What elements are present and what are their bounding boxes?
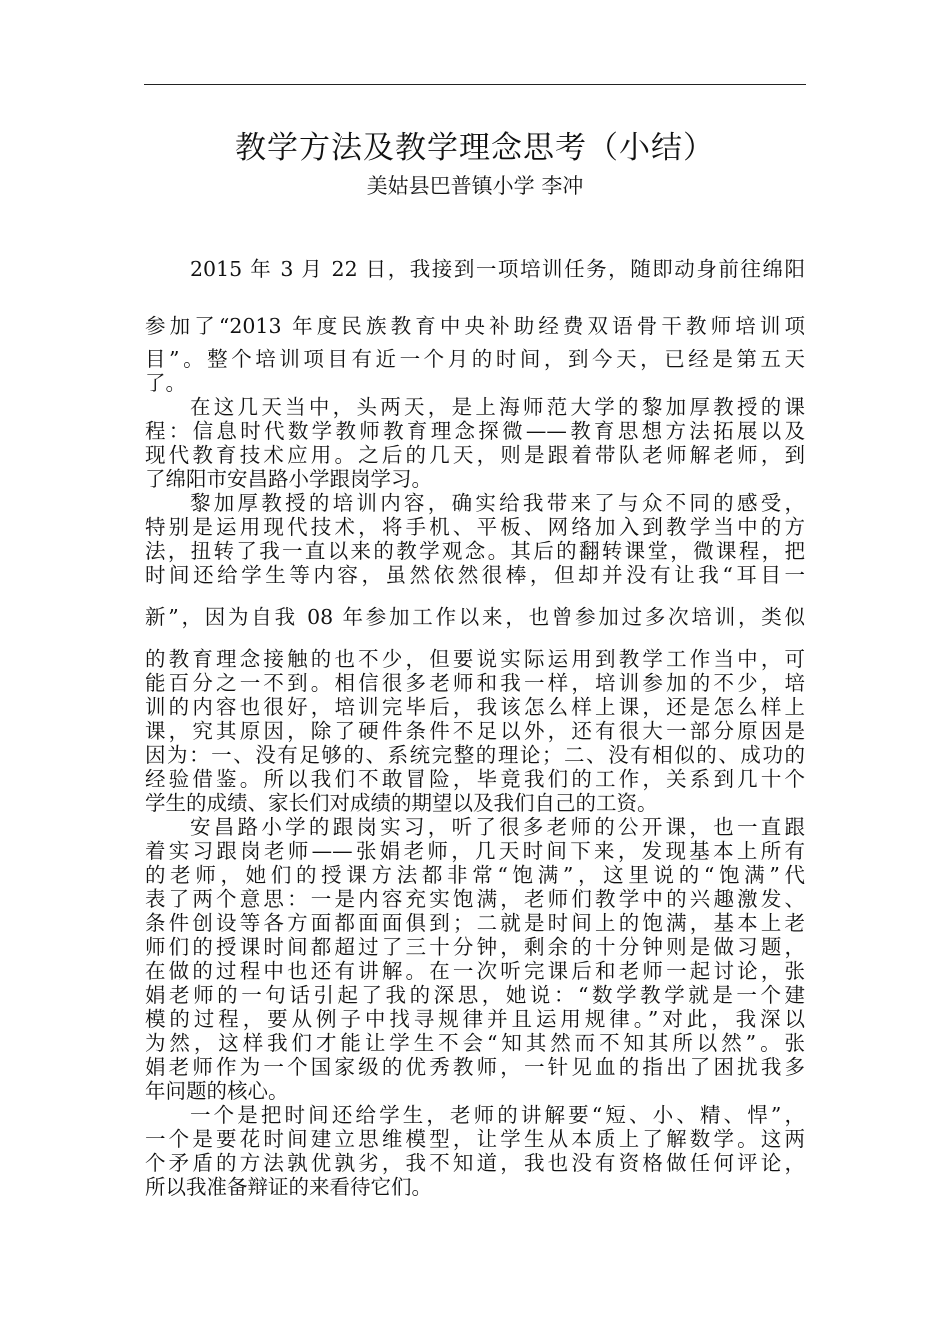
body-line: 一个是把时间还给学生，老师的讲解要“短、小、精、悍”，	[190, 1103, 805, 1127]
body-line: 所以我准备辩证的来看待它们。	[145, 1175, 432, 1199]
document-author: 美姑县巴普镇小学 李冲	[366, 174, 584, 198]
body-line: 一个是要花时间建立思维模型，让学生从本质上了解数学。这两	[145, 1127, 805, 1151]
document-title: 教学方法及教学理念思考（小结）	[235, 130, 715, 166]
body-line: 条件创设等各方面都面面俱到；二就是时间上的饱满，基本上老	[145, 911, 805, 935]
body-line: 训的内容也很好，培训完毕后，我该怎么样上课，还是怎么样上	[145, 695, 805, 719]
body-line: 着实习跟岗老师——张娟老师，几天时间下来，发现基本上所有	[145, 839, 805, 863]
body-line: 特别是运用现代技术，将手机、平板、网络加入到教学当中的方	[145, 515, 805, 539]
body-line: 个矛盾的方法孰优孰劣，我不知道，我也没有资格做任何评论，	[145, 1151, 805, 1175]
body-line: 在这几天当中，头两天，是上海师范大学的黎加厚教授的课	[190, 395, 805, 419]
body-line: 参加了“2013 年度民族教育中央补助经费双语骨干教师培训项	[145, 314, 805, 338]
body-line: 现代教育技术应用。之后的几天，则是跟着带队老师解老师，到	[145, 443, 805, 467]
body-line: 在做的过程中也还有讲解。在一次听完课后和老师一起讨论，张	[145, 959, 805, 983]
body-line: 新”，因为自我 08 年参加工作以来，也曾参加过多次培训，类似	[145, 605, 805, 629]
body-line: 时间还给学生等内容，虽然依然很棒，但却并没有让我“耳目一	[145, 563, 805, 587]
body-line: 为然，这样我们才能让学生不会“知其然而不知其所以然”。张	[145, 1031, 805, 1055]
body-line: 了。	[145, 371, 186, 395]
body-line: 因为：一、没有足够的、系统完整的理论；二、没有相似的、成功的	[145, 743, 805, 767]
body-line: 2015 年 3 月 22 日，我接到一项培训任务，随即动身前往绵阳	[190, 257, 805, 281]
body-line: 目”。整个培训项目有近一个月的时间，到今天，已经是第五天	[145, 347, 805, 371]
body-line: 学生的成绩、家长们对成绩的期望以及我们自己的工资。	[145, 791, 658, 815]
body-line: 师们的授课时间都超过了三十分钟，剩余的十分钟则是做习题，	[145, 935, 805, 959]
body-line: 了绵阳市安昌路小学跟岗学习。	[145, 467, 432, 491]
body-line: 模的过程，要从例子中找寻规律并且运用规律。”对此，我深以	[145, 1007, 805, 1031]
body-line: 黎加厚教授的培训内容，确实给我带来了与众不同的感受，	[190, 491, 805, 515]
body-line: 表了两个意思：一是内容充实饱满，老师们教学中的兴趣激发、	[145, 887, 805, 911]
body-line: 安昌路小学的跟岗实习，听了很多老师的公开课，也一直跟	[190, 815, 805, 839]
body-line: 能百分之一不到。相信很多老师和我一样，培训参加的不少，培	[145, 671, 805, 695]
body-line: 年问题的核心。	[145, 1079, 289, 1103]
body-line: 法，扭转了我一直以来的教学观念。其后的翻转课堂，微课程，把	[145, 539, 805, 563]
body-line: 的教育理念接触的也不少，但要说实际运用到教学工作当中，可	[145, 647, 805, 671]
body-line: 课，究其原因，除了硬件条件不足以外，还有很大一部分原因是	[145, 719, 805, 743]
document-body	[145, 257, 805, 1199]
body-line: 的老师，她们的授课方法都非常“饱满”，这里说的“饱满”代	[145, 863, 805, 887]
body-line: 娟老师作为一个国家级的优秀教师，一针见血的指出了困扰我多	[145, 1055, 805, 1079]
body-line: 娟老师的一句话引起了我的深思，她说：“数学教学就是一个建	[145, 983, 805, 1007]
body-line: 程：信息时代数学教师教育理念探微——教育思想方法拓展以及	[145, 419, 805, 443]
header-rule	[144, 84, 806, 85]
body-line: 经验借鉴。所以我们不敢冒险，毕竟我们的工作，关系到几十个	[145, 767, 805, 791]
